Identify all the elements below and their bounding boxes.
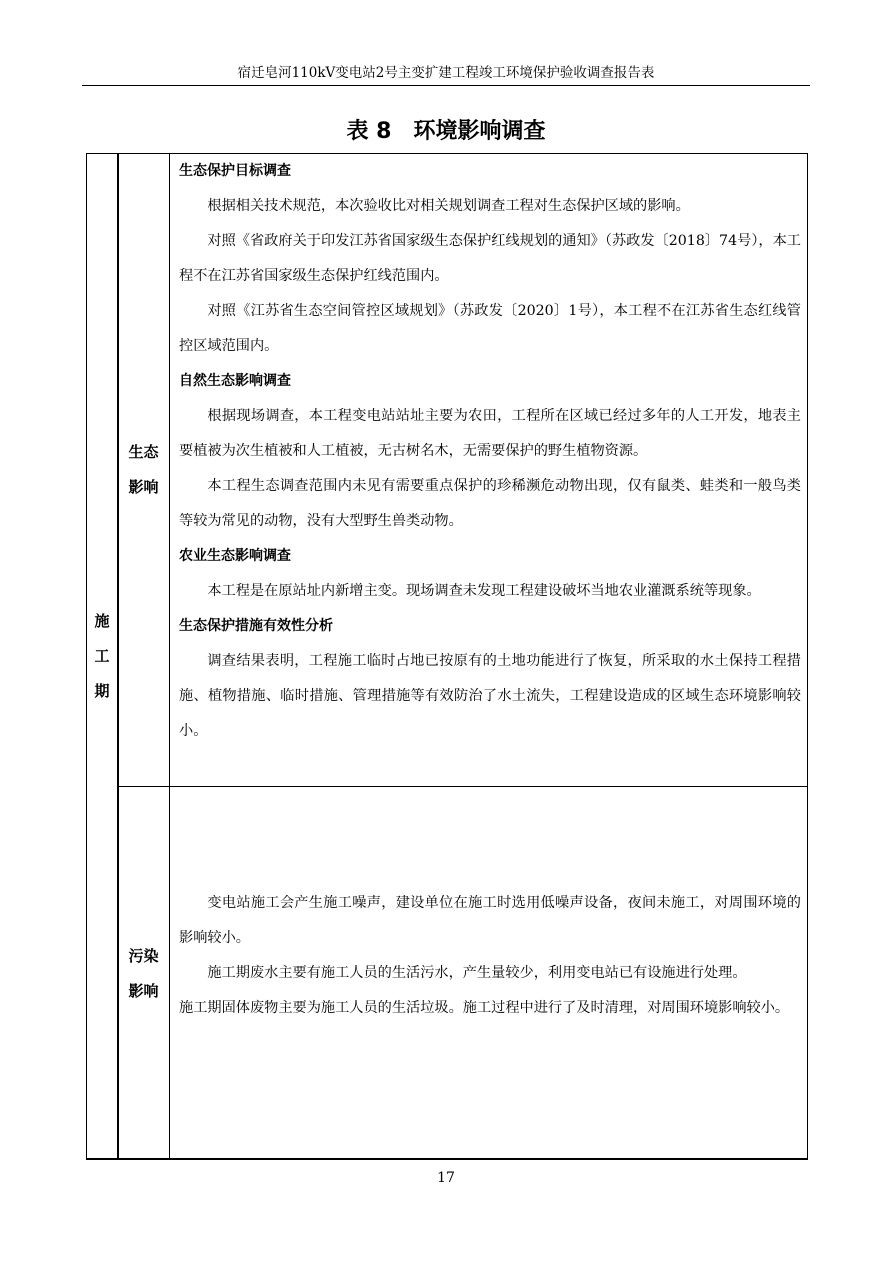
pollution-impact-label: 污染 影响 xyxy=(128,947,159,1000)
pollution-content xyxy=(179,886,801,1026)
paragraph: 施工期固体废物主要为施工人员的生活垃圾。施工过程中进行了及时清理，对周围环境影响较小。 xyxy=(179,1000,790,1016)
paragraph: 对照《省政府关于印发江苏省国家级生态保护红线规划的通知》（苏政发〔2018〕74号），本工程不在江苏省国家级生态保护红线范围内。 xyxy=(179,233,801,284)
page-title: 表 8 环境影响调查 xyxy=(346,119,546,144)
ecology-impact-label: 生态 影响 xyxy=(128,443,159,496)
section-heading: 生态保护目标调查 xyxy=(179,163,291,179)
column-divider-2 xyxy=(169,153,170,1159)
paragraph: 施工期废水主要有施工人员的生活污水，产生量较少，利用变电站已有设施进行处理。 xyxy=(207,965,747,981)
paragraph: 对照《江苏省生态空间管控区域规划》（苏政发〔2020〕1号），本工程不在江苏省生态红线管控区域范围内。 xyxy=(179,303,801,354)
paragraph: 变电站施工会产生施工噪声，建设单位在施工时选用低噪声设备，夜间未施工，对周围环境的影响较小。 xyxy=(179,895,801,946)
page-number: 17 xyxy=(437,1170,455,1186)
paragraph: 本工程生态调查范围内未见有需要重点保护的珍稀濒危动物出现，仅有鼠类、蛙类和一般鸟类等较为常见的动物，没有大型野生兽类动物。 xyxy=(179,478,801,529)
ecology-content xyxy=(179,154,801,749)
section-heading: 农业生态影响调查 xyxy=(179,548,291,564)
paragraph: 本工程是在原站址内新增主变。现场调查未发现工程建设破坏当地农业灌溉系统等现象。 xyxy=(207,583,761,599)
section-heading: 自然生态影响调查 xyxy=(179,373,291,389)
period-label: 施 工 期 xyxy=(94,612,110,700)
paragraph: 根据现场调查，本工程变电站站址主要为农田，工程所在区域已经过多年的人工开发，地表主要植被为次生植被和人工植被，无古树名木，无需要保护的野生植物资源。 xyxy=(179,408,801,459)
section-heading: 生态保护措施有效性分析 xyxy=(179,618,333,634)
row-divider xyxy=(117,786,808,787)
paragraph: 调查结果表明，工程施工临时占地已按原有的土地功能进行了恢复，所采取的水土保持工程措施、植物措施、临时措施、管理措施等有效防治了水土流失，工程建设造成的区域生态环境影响较小。 xyxy=(179,653,801,739)
page-header: 宿迁皂河110kV变电站2号主变扩建工程竣工环境保护验收调查报告表 xyxy=(82,63,810,86)
paragraph: 根据相关技术规范，本次验收比对相关规划调查工程对生态保护区域的影响。 xyxy=(207,198,690,214)
